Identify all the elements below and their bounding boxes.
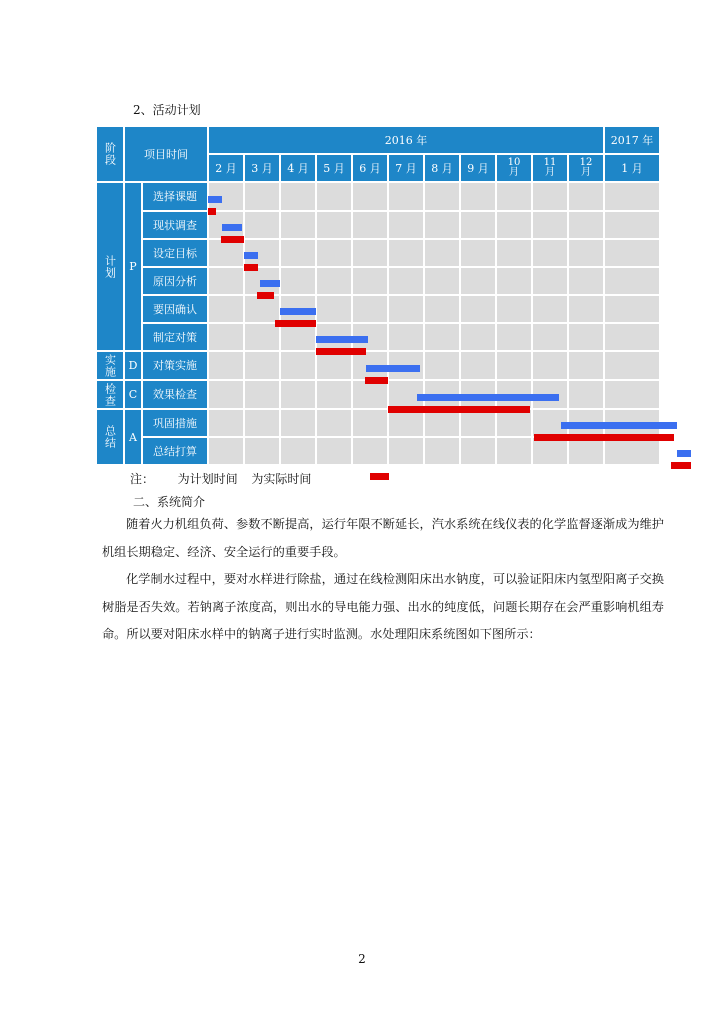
task-name-cell: [142, 182, 208, 211]
grid-cell: [604, 351, 660, 380]
month-header-text: 8 月: [431, 161, 453, 175]
grid-cell: [496, 267, 532, 295]
grid-cell: [424, 409, 460, 437]
grid-cell: [280, 211, 316, 239]
grid-cell: [496, 323, 532, 351]
grid-cell: [568, 267, 604, 295]
month-header-text: 9 月: [467, 161, 489, 175]
grid-cell: [496, 295, 532, 323]
grid-cell: [208, 437, 244, 465]
stage-cell: [96, 409, 124, 465]
stage-code-cell: [124, 380, 142, 409]
gantt-chart: [96, 126, 660, 465]
grid-cell: [280, 351, 316, 380]
plan-legend-label: 为计划时间: [177, 472, 238, 486]
task-name-cell-text: 选择课题: [153, 190, 197, 203]
task-name-cell: [142, 409, 208, 437]
task-name-cell: [142, 437, 208, 465]
actual-bar: [671, 462, 691, 469]
task-name-cell-text: 原因分析: [153, 274, 197, 288]
plan-bar: [222, 224, 242, 231]
month-header-text: 7 月: [395, 161, 417, 175]
stage-cell: [96, 380, 124, 409]
grid-cell: [208, 323, 244, 351]
grid-cell: [532, 351, 568, 380]
month-header-text: 4 月: [287, 161, 309, 175]
grid-cell: [532, 182, 568, 211]
task-name-cell-text: 总结打算: [153, 444, 197, 458]
month-header: [244, 154, 280, 182]
month-header: [532, 154, 568, 182]
grid-cell: [532, 239, 568, 267]
actual-bar: [365, 377, 388, 384]
actual-bar: [244, 264, 258, 271]
section-heading: 2、活动计划: [133, 103, 201, 117]
grid-cell: [532, 295, 568, 323]
grid-cell: [316, 182, 352, 211]
grid-cell: [604, 295, 660, 323]
grid-cell: [352, 380, 388, 409]
grid-cell: [352, 211, 388, 239]
grid-cell: [568, 323, 604, 351]
grid-cell: [496, 437, 532, 465]
grid-cell: [388, 323, 424, 351]
task-name-cell: [142, 380, 208, 409]
grid-cell: [352, 409, 388, 437]
grid-cell: [208, 267, 244, 295]
grid-cell: [604, 267, 660, 295]
grid-cell: [460, 182, 496, 211]
grid-cell: [568, 239, 604, 267]
grid-cell: [316, 211, 352, 239]
grid-cell: [352, 239, 388, 267]
grid-cell: [460, 295, 496, 323]
year-2016-header-text: 2016 年: [384, 133, 428, 147]
paragraph-1: 随着火力机组负荷、参数不断提高，运行年限不断延长，汽水系统在线仪表的化学监督逐渐成为维护机组长期稳定、经济、安全运行的重要手段。: [102, 517, 664, 559]
grid-cell: [244, 380, 280, 409]
grid-cell: [460, 323, 496, 351]
grid-cell: [496, 409, 532, 437]
grid-cell: [604, 239, 660, 267]
grid-cell: [532, 211, 568, 239]
plan-bar: [677, 450, 691, 457]
grid-cell: [388, 267, 424, 295]
grid-cell: [352, 437, 388, 465]
section-title: 二、系统简介: [133, 495, 206, 509]
plan-bar: [280, 308, 316, 315]
grid-cell: [604, 211, 660, 239]
month-header: [316, 154, 352, 182]
task-name-cell: [142, 267, 208, 295]
item-time-header: [124, 126, 208, 182]
stage-code-cell-text: P: [129, 260, 137, 273]
grid-cell: [244, 437, 280, 465]
grid-cell: [496, 351, 532, 380]
grid-cell: [496, 182, 532, 211]
grid-cell: [316, 437, 352, 465]
grid-cell: [604, 437, 660, 465]
stage-cell: [96, 182, 124, 351]
grid-cell: [568, 380, 604, 409]
month-header: [280, 154, 316, 182]
grid-cell: [316, 351, 352, 380]
actual-bar: [388, 406, 530, 413]
month-header: [568, 154, 604, 182]
grid-cell: [280, 437, 316, 465]
month-header-text: 2 月: [215, 161, 237, 175]
month-header-text: 6 月: [359, 161, 381, 175]
actual-bar: [221, 236, 244, 243]
stage-code-cell-text: C: [128, 388, 138, 401]
grid-cell: [208, 351, 244, 380]
grid-cell: [460, 211, 496, 239]
stage-header: [96, 126, 124, 182]
stage-header-text: 阶段: [103, 142, 117, 166]
task-name-cell: [142, 211, 208, 239]
month-header-text: 12 月: [579, 157, 593, 178]
grid-cell: [280, 267, 316, 295]
year-2017-header-text: 2017 年: [610, 133, 654, 147]
month-header-text: 10 月: [507, 157, 521, 178]
grid-cell: [280, 323, 316, 351]
grid-cell: [424, 267, 460, 295]
plan-bar: [561, 422, 677, 429]
grid-cell: [424, 437, 460, 465]
month-header: [208, 154, 244, 182]
plan-bar: [244, 252, 258, 259]
actual-legend-swatch: [370, 473, 389, 480]
grid-cell: [424, 211, 460, 239]
grid-cell: [316, 380, 352, 409]
plan-bar: [260, 280, 280, 287]
actual-bar: [208, 208, 216, 215]
grid-cell: [316, 409, 352, 437]
plan-bar: [208, 196, 222, 203]
grid-cell: [532, 437, 568, 465]
grid-cell: [604, 323, 660, 351]
stage-cell-text: 实施: [103, 353, 117, 378]
grid-cell: [388, 239, 424, 267]
grid-cell: [388, 437, 424, 465]
plan-bar: [316, 336, 368, 343]
stage-code-cell-text: A: [129, 430, 137, 444]
plan-bar: [366, 365, 420, 372]
month-header: [496, 154, 532, 182]
grid-cell: [208, 295, 244, 323]
stage-cell-text: 计划: [103, 254, 117, 279]
grid-cell: [388, 182, 424, 211]
grid-cell: [316, 267, 352, 295]
actual-legend-label: 为实际时间: [251, 472, 312, 486]
grid-cell: [424, 295, 460, 323]
actual-bar: [275, 320, 316, 327]
grid-cell: [316, 239, 352, 267]
grid-cell: [244, 409, 280, 437]
grid-cell: [568, 295, 604, 323]
task-name-cell-text: 对策实施: [153, 359, 197, 372]
grid-cell: [280, 380, 316, 409]
grid-cell: [316, 295, 352, 323]
grid-cell: [424, 351, 460, 380]
grid-cell: [352, 267, 388, 295]
task-name-cell-text: 巩固措施: [153, 416, 197, 430]
grid-cell: [460, 267, 496, 295]
year-2016-header: [208, 126, 604, 154]
grid-cell: [568, 211, 604, 239]
grid-cell: [460, 409, 496, 437]
grid-cell: [352, 295, 388, 323]
stage-code-cell: [124, 182, 142, 351]
grid-cell: [568, 437, 604, 465]
grid-cell: [460, 351, 496, 380]
legend-note: [130, 470, 311, 487]
grid-cell: [604, 380, 660, 409]
stage-cell-text: 检查: [103, 382, 117, 407]
task-name-cell: [142, 295, 208, 323]
month-header: [460, 154, 496, 182]
month-header-text: 3 月: [251, 161, 273, 175]
grid-cell: [424, 182, 460, 211]
grid-cell: [388, 211, 424, 239]
stage-code-cell: [124, 351, 142, 380]
grid-cell: [244, 211, 280, 239]
month-header: [352, 154, 388, 182]
grid-cell: [604, 182, 660, 211]
grid-cell: [208, 409, 244, 437]
month-header-text: 1 月: [621, 161, 643, 175]
stage-cell: [96, 351, 124, 380]
grid-cell: [460, 437, 496, 465]
actual-bar: [257, 292, 274, 299]
plan-bar: [417, 394, 559, 401]
year-2017-header: [604, 126, 660, 154]
paragraph-2: 化学制水过程中，要对水样进行除盐，通过在线检测阳床出水钠度，可以验证阳床内氢型阳离子交换树脂是否失效。若钠离子浓度高，则出水的导电能力强、出水的纯度低，问题长期存在会严重影响机组寿命。所以要对阳床水样中的钠离子进行实时监测。水处理阳床系统图如下图所示：: [102, 572, 664, 641]
grid-cell: [568, 182, 604, 211]
grid-cell: [496, 211, 532, 239]
grid-cell: [352, 182, 388, 211]
grid-cell: [388, 295, 424, 323]
item-time-header-text: 项目时间: [144, 147, 188, 161]
task-name-cell-text: 现状调查: [153, 218, 197, 232]
grid-cell: [568, 351, 604, 380]
month-header: [424, 154, 460, 182]
grid-cell: [424, 323, 460, 351]
grid-cell: [244, 182, 280, 211]
actual-bar: [316, 348, 366, 355]
task-name-cell-text: 要因确认: [153, 302, 197, 316]
grid-cell: [244, 295, 280, 323]
grid-cell: [280, 409, 316, 437]
grid-cell: [388, 409, 424, 437]
grid-cell: [280, 182, 316, 211]
month-header: [604, 154, 660, 182]
grid-cell: [496, 239, 532, 267]
stage-cell-text: 总结: [103, 425, 117, 449]
page-number: 2: [358, 952, 366, 966]
month-header-text: 5 月: [323, 161, 345, 175]
grid-cell: [532, 267, 568, 295]
task-name-cell-text: 设定目标: [153, 246, 197, 260]
note-label: 注：: [130, 472, 155, 486]
grid-cell: [424, 239, 460, 267]
task-name-cell: [142, 239, 208, 267]
actual-bar: [534, 434, 674, 441]
task-name-cell-text: 效果检查: [153, 388, 197, 401]
grid-cell: [532, 323, 568, 351]
grid-cell: [208, 380, 244, 409]
task-name-cell: [142, 351, 208, 380]
month-header: [388, 154, 424, 182]
grid-cell: [460, 239, 496, 267]
stage-code-cell: [124, 409, 142, 465]
grid-cell: [208, 239, 244, 267]
grid-cell: [244, 323, 280, 351]
task-name-cell: [142, 323, 208, 351]
grid-cell: [244, 351, 280, 380]
month-header-text: 11 月: [543, 157, 557, 178]
task-name-cell-text: 制定对策: [153, 330, 197, 344]
stage-code-cell-text: D: [128, 359, 138, 372]
grid-cell: [280, 239, 316, 267]
